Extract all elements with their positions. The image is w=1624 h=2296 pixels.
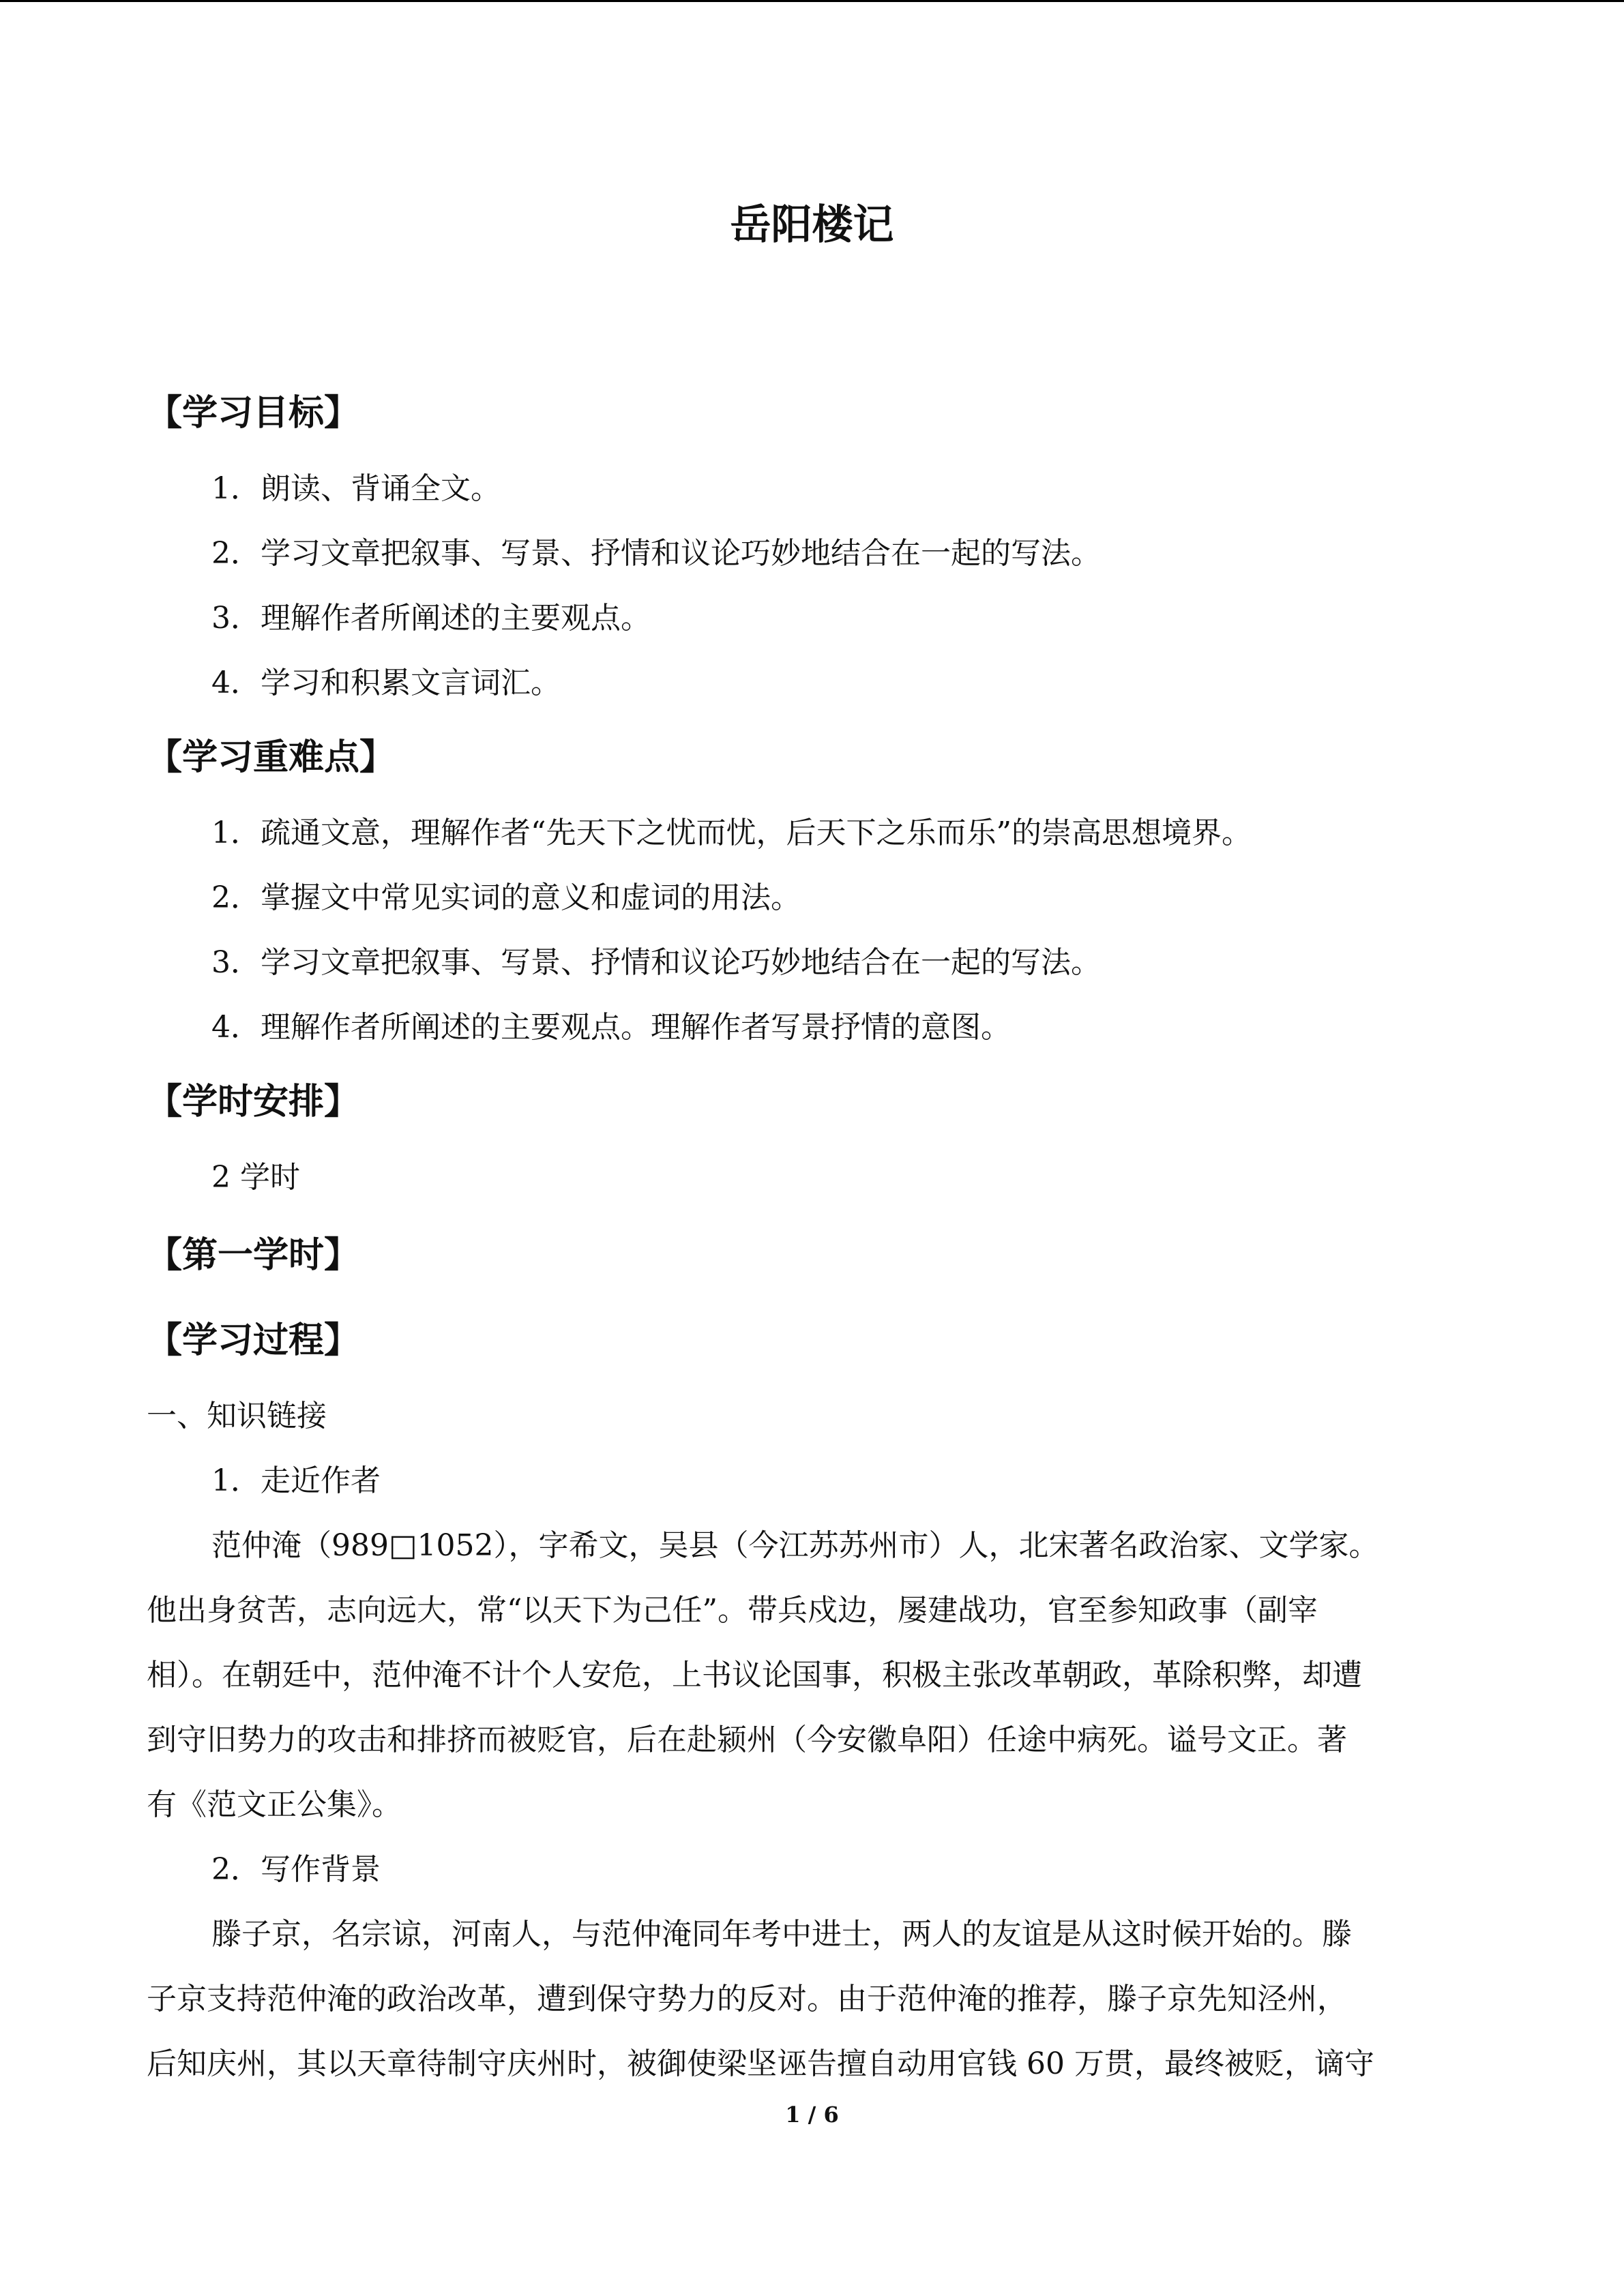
- schedule-value: 2 学时: [211, 1160, 300, 1195]
- section-heading-schedule: 【学时安排】: [147, 1081, 360, 1122]
- document-title: 岳阳楼记: [730, 201, 894, 249]
- author-paragraph-line: 范仲淹（989□1052），字希文，吴县（今江苏苏州市）人，北宋著名政治家、文学家。: [211, 1528, 1379, 1563]
- section-heading-first-period: 【第一学时】: [147, 1234, 360, 1276]
- key-point-item: 3．学习文章把叙事、写景、抒情和议论巧妙地结合在一起的写法。: [211, 945, 1101, 980]
- background-paragraph-line: 子京支持范仲淹的政治改革，遭到保守势力的反对。由于范仲淹的推荐，滕子京先知泾州，: [147, 1982, 1347, 2016]
- key-point-item: 4．理解作者所阐述的主要观点。理解作者写景抒情的意图。: [211, 1010, 1011, 1045]
- section-heading-process: 【学习过程】: [147, 1320, 360, 1361]
- page-number: 1 / 6: [785, 2102, 839, 2128]
- background-paragraph-line: 后知庆州，其以天章待制守庆州时，被御使梁坚诬告擅自动用官钱 60 万贯，最终被贬，谪守: [147, 2046, 1374, 2081]
- author-paragraph-line: 有《范文正公集》。: [147, 1787, 402, 1822]
- author-paragraph-line: 他出身贫苦，志向远大，常“以天下为己任”。带兵戍边，屡建战功，官至参知政事（副宰: [147, 1593, 1318, 1628]
- objective-item: 2．学习文章把叙事、写景、抒情和议论巧妙地结合在一起的写法。: [211, 536, 1101, 571]
- key-point-item: 2．掌握文中常见实词的意义和虚词的用法。: [211, 880, 801, 915]
- section-heading-key-points: 【学习重难点】: [147, 736, 396, 778]
- objective-item: 4．学习和积累文言词汇。: [211, 666, 561, 700]
- sub-heading-background: 2．写作背景: [211, 1852, 381, 1887]
- top-border-line: [0, 0, 1624, 2]
- section-heading-objectives: 【学习目标】: [147, 392, 360, 434]
- objective-item: 3．理解作者所阐述的主要观点。: [211, 601, 651, 636]
- author-paragraph-line: 到守旧势力的攻击和排挤而被贬官，后在赴颍州（今安徽阜阳）任途中病死。谥号文正。著: [147, 1723, 1347, 1757]
- author-paragraph-line: 相）。在朝廷中，范仲淹不计个人安危，上书议论国事，积极主张改革朝政，革除积弊，却遭: [147, 1658, 1362, 1693]
- objective-item: 1．朗读、背诵全文。: [211, 471, 501, 506]
- sub-heading-author: 1．走近作者: [211, 1463, 381, 1498]
- key-point-item: 1．疏通文意，理解作者“先天下之忧而忧，后天下之乐而乐”的崇高思想境界。: [211, 816, 1252, 850]
- background-paragraph-line: 滕子京，名宗谅，河南人，与范仲淹同年考中进士，两人的友谊是从这时候开始的。滕: [211, 1917, 1352, 1952]
- part-one-heading: 一、知识链接: [147, 1399, 327, 1433]
